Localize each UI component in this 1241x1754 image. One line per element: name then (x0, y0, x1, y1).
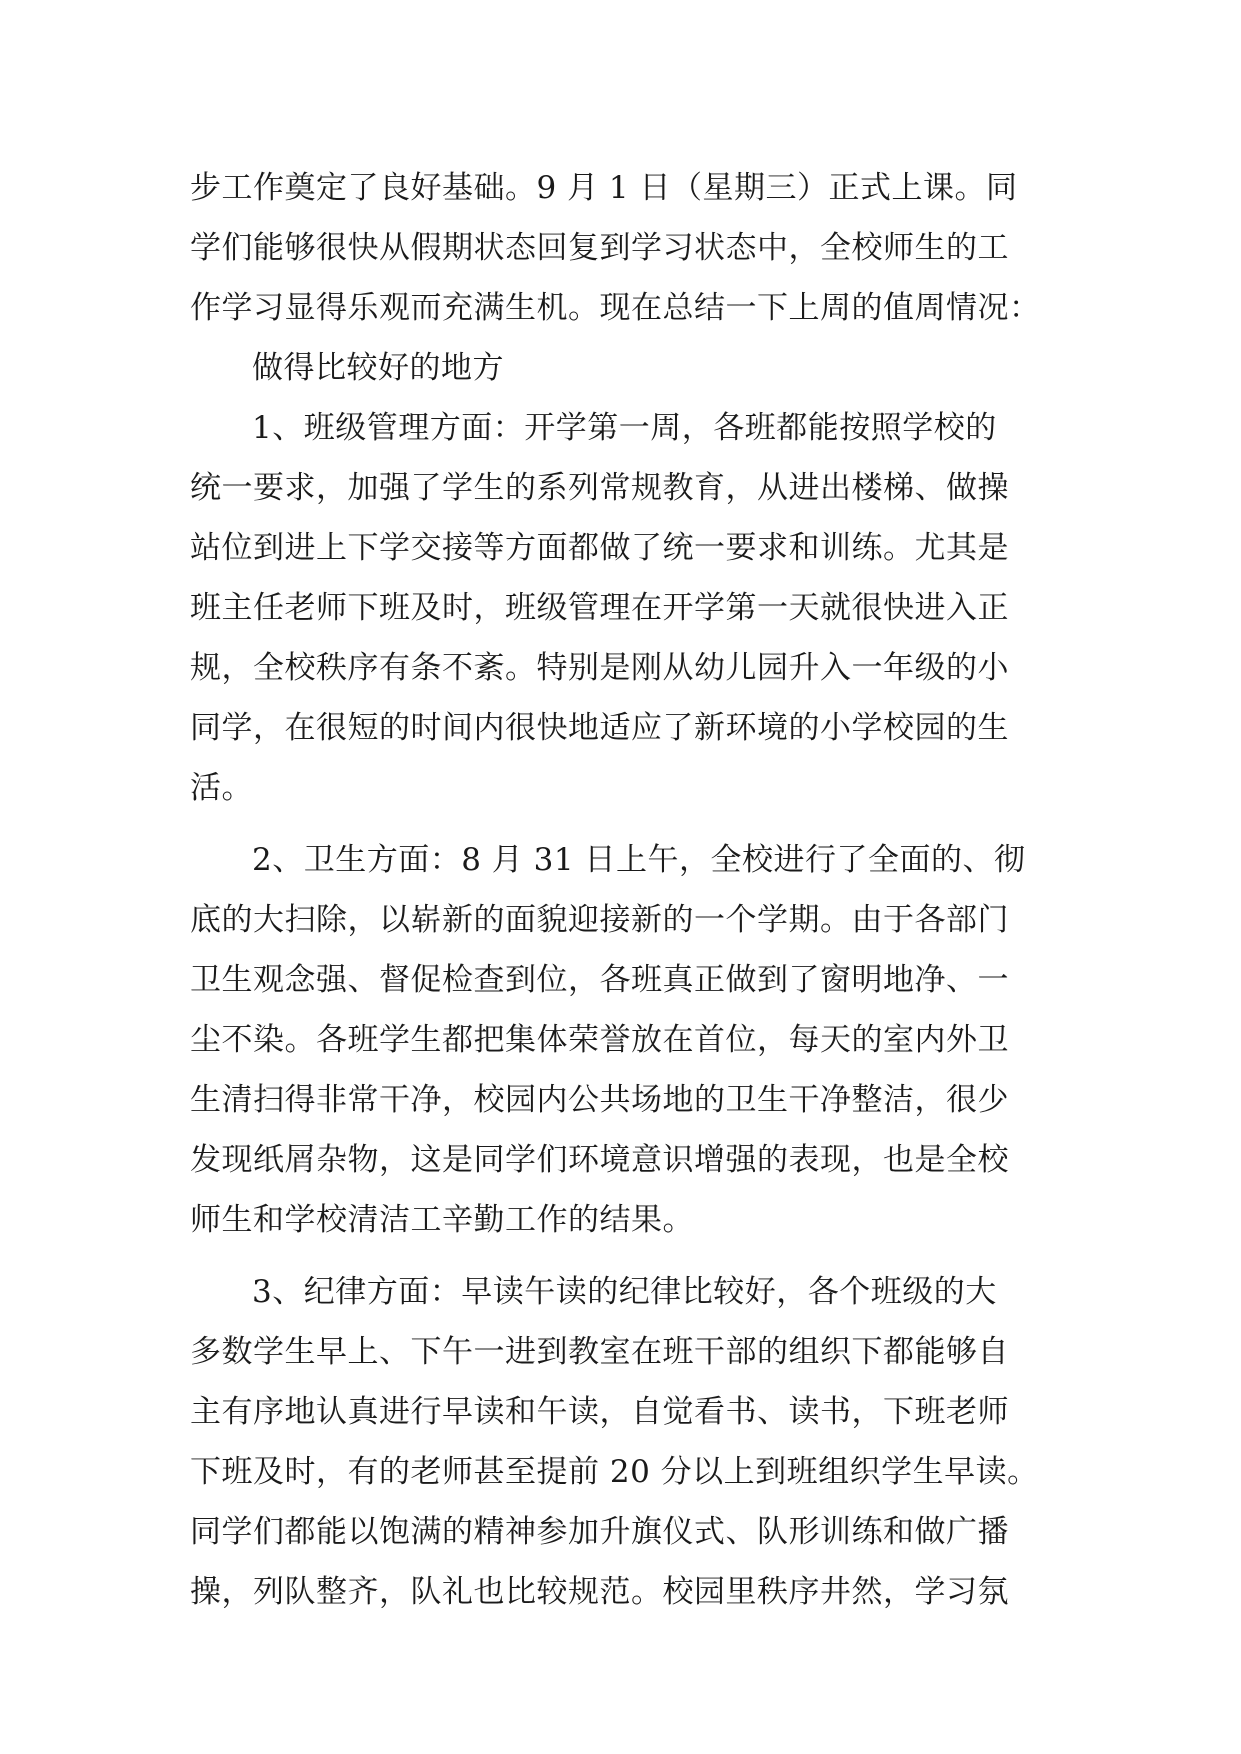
text-line: 多数学生早上、下午一进到教室在班干部的组织下都能够自 (190, 1334, 1009, 1370)
text-line: 师生和学校清洁工辛勤工作的结果。 (190, 1202, 694, 1238)
document-body (190, 158, 1070, 1622)
paragraph-intro (190, 158, 1070, 338)
text-line: 卫生观念强、督促检查到位，各班真正做到了窗明地净、一 (190, 962, 1009, 998)
text-line: 生清扫得非常干净，校园内公共场地的卫生干净整洁，很少 (190, 1082, 1009, 1118)
text-line: 统一要求，加强了学生的系列常规教育，从进出楼梯、做操 (190, 470, 1009, 506)
section-heading (190, 338, 1070, 398)
text-line: 3、纪律方面：早读午读的纪律比较好，各个班级的大 (252, 1274, 997, 1310)
text-line: 1、班级管理方面：开学第一周，各班都能按照学校的 (252, 410, 997, 446)
text-line: 班主任老师下班及时，班级管理在开学第一天就很快进入正 (190, 590, 1009, 626)
text-line: 作学习显得乐观而充满生机。现在总结一下上周的值周情况： (190, 290, 1041, 326)
text-line: 规，全校秩序有条不紊。特别是刚从幼儿园升入一年级的小 (190, 650, 1009, 686)
paragraph-hygiene (190, 830, 1070, 1250)
text-line: 主有序地认真进行早读和午读，自觉看书、读书，下班老师 (190, 1394, 1009, 1430)
text-line: 学们能够很快从假期状态回复到学习状态中，全校师生的工 (190, 230, 1009, 266)
text-line: 发现纸屑杂物，这是同学们环境意识增强的表现，也是全校 (190, 1142, 1009, 1178)
text-line: 步工作奠定了良好基础。9 月 1 日（星期三）正式上课。同 (190, 170, 1018, 206)
text-line: 2、卫生方面：8 月 31 日上午，全校进行了全面的、彻 (252, 842, 1026, 878)
heading-line: 做得比较好的地方 (252, 350, 504, 386)
text-line: 站位到进上下学交接等方面都做了统一要求和训练。尤其是 (190, 530, 1009, 566)
text-line: 同学们都能以饱满的精神参加升旗仪式、队形训练和做广播 (190, 1514, 1009, 1550)
text-line: 下班及时，有的老师甚至提前 20 分以上到班组织学生早读。 (190, 1454, 1039, 1490)
text-line: 操，列队整齐，队礼也比较规范。校园里秩序井然，学习氛 (190, 1574, 1009, 1610)
text-line: 同学，在很短的时间内很快地适应了新环境的小学校园的生 (190, 710, 1009, 746)
text-line: 底的大扫除，以崭新的面貌迎接新的一个学期。由于各部门 (190, 902, 1009, 938)
text-line: 尘不染。各班学生都把集体荣誉放在首位，每天的室内外卫 (190, 1022, 1009, 1058)
paragraph-discipline (190, 1262, 1070, 1622)
text-line: 活。 (190, 770, 253, 806)
paragraph-class-management (190, 398, 1070, 818)
